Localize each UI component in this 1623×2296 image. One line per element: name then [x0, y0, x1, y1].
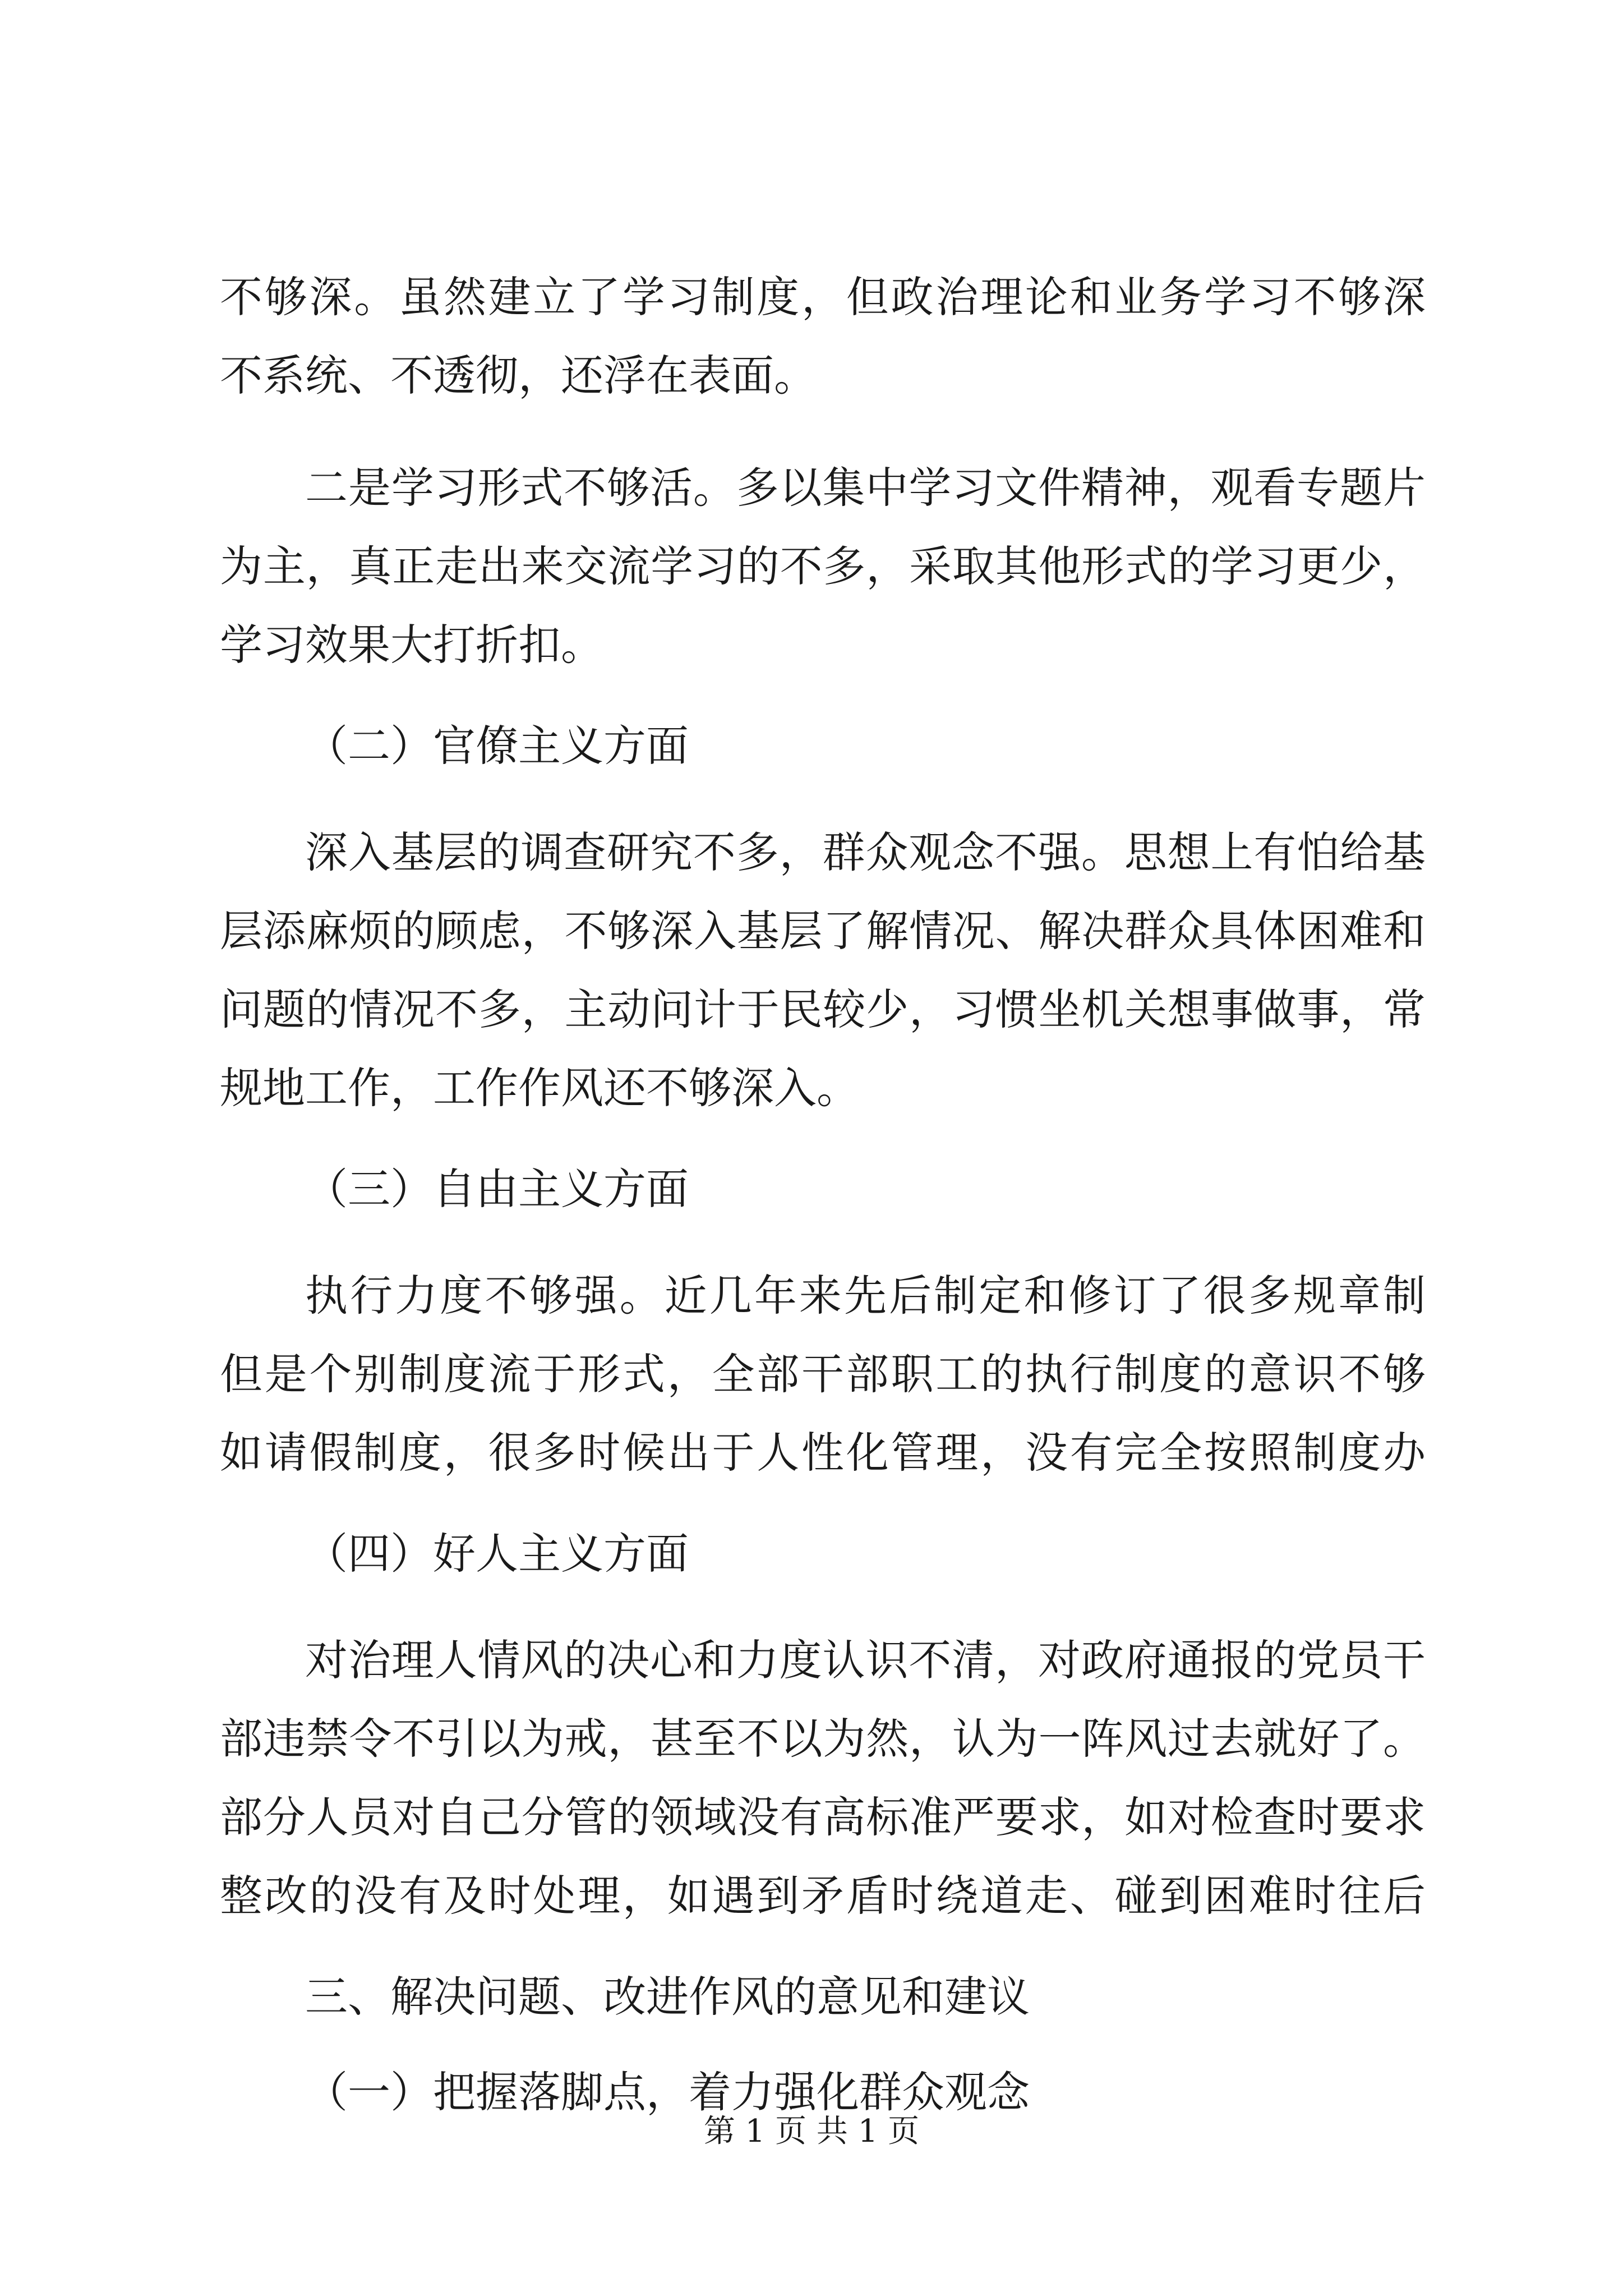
text-line: 整改的没有及时处理，如遇到矛盾时绕道走、碰到困难时往后: [220, 1871, 1426, 1921]
text-line: 如请假制度，很多时候出于人性化管理，没有完全按照制度办: [220, 1428, 1426, 1478]
text-line: 层添麻烦的顾虑，不够深入基层了解情况、解决群众具体困难和: [220, 906, 1426, 956]
section-heading: 三、解决问题、改进作风的意见和建议: [305, 1972, 1030, 2022]
section-heading: （三）自由主义方面: [305, 1164, 689, 1214]
text-line: 规地工作，工作作风还不够深入。: [220, 1063, 859, 1113]
text-line: 但是个别制度流于形式，全部干部职工的执行制度的意识不够: [220, 1349, 1426, 1399]
page-number-footer: 第 1 页 共 1 页: [703, 2113, 920, 2150]
paragraph-first-line: 对治理人情风的决心和力度认识不清，对政府通报的党员干: [305, 1635, 1426, 1685]
paragraph-first-line: 二是学习形式不够活。多以集中学习文件精神，观看专题片: [305, 463, 1426, 513]
section-heading: （二）官僚主义方面: [305, 721, 689, 771]
text-line: 部分人员对自己分管的领域没有高标准严要求，如对检查时要求: [220, 1792, 1426, 1842]
text-line: 学习效果大打折扣。: [220, 620, 603, 670]
text-line: 不够深。虽然建立了学习制度，但政治理论和业务学习不够深: [220, 272, 1426, 322]
subsection-heading: （一）把握落脚点，着力强化群众观念: [305, 2067, 1030, 2117]
text-line: 问题的情况不多，主动问计于民较少，习惯坐机关想事做事，常: [220, 984, 1426, 1034]
paragraph-first-line: 执行力度不够强。近几年来先后制定和修订了很多规章制: [305, 1271, 1426, 1320]
section-heading: （四）好人主义方面: [305, 1529, 689, 1579]
text-line: 不系统、不透彻，还浮在表面。: [220, 351, 817, 401]
text-line: 部违禁令不引以为戒，甚至不以为然，认为一阵风过去就好了。: [220, 1714, 1426, 1764]
text-line: 为主，真正走出来交流学习的不多，采取其他形式的学习更少，: [220, 541, 1426, 591]
paragraph-first-line: 深入基层的调查研究不多，群众观念不强。思想上有怕给基: [305, 827, 1426, 877]
